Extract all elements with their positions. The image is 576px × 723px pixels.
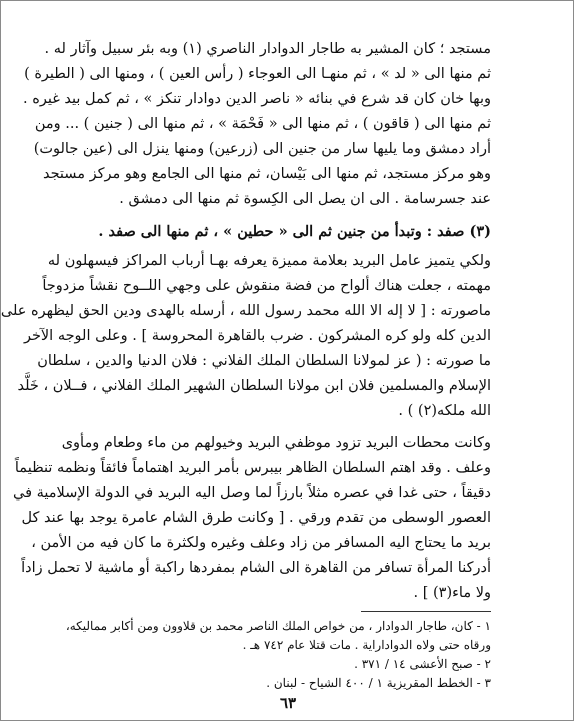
footnote: ٢ - صبح الأعشى ١٤ / ٣٧١ . [354, 657, 491, 671]
text-line: دقيقاً ، حتى غدا في عصره مثلاً بارزاً لما وصل اليه البريد في الدولة الإسلامية في [13, 485, 491, 501]
text-line: مستجد ؛ كان المشير به طاجار الدوادار الناصري (١) وبه بئر سبيل وآثار له . [44, 41, 491, 57]
text-line: ثم منها الى ( قاقون ) ، ثم منها الى « فَحْمَة » ، ثم منها الى ( جنين ) ... ومن [34, 116, 491, 132]
text-line: العصور الوسطى من تقدم ورقي . [ وكانت طرق الشام عامرة يوجد بها عند كل [21, 510, 491, 526]
text-line: ولكي يتميز عامل البريد بعلامة مميزة يعرفه بهـا أرباب المراكز فيسهلون له [47, 253, 491, 269]
footnote: ورقاه حتى ولاه الدواداراية . مات قتلا عام ٧٤٢ هـ . [242, 638, 491, 652]
footnote: ٣ - الخطط المقريزية ١ / ٤٠٠ الشياح - لبنان . [266, 676, 491, 690]
section-heading: (٣) صفد : وتبدأ من جنين ثم الى « حطين » ، ثم منها الى صفد . [98, 223, 491, 240]
text-line: الدين كله ولو كره المشركون . ضرب بالقاهرة المحروسة ] . وعلى الوجه الآخر [23, 328, 491, 344]
text-line: وكانت محطات البريد تزود موظفي البريد وخيولهم من ماء وطعام ومأوى [61, 435, 491, 451]
page-number: ٦٣ [279, 694, 297, 712]
footnote: ١ - كان، طاجار الدوادار ، من خواص الملك الناصر محمد بن قلاوون ومن أكابر مماليكه، [65, 619, 491, 633]
text-line: ولا ماء(٣) ] . [413, 585, 491, 601]
text-line: مهمته ، جعلت هناك ألواح من فضة منقوش على وجهي اللــوح نقشاً مزدوجاً [42, 278, 491, 294]
text-line: بريد ما يحتاج اليه المسافر من زاد وعلف وغيره ولكثرة ما كان فيه من الأمن ، [31, 535, 491, 551]
text-line: الله ملكه(٢) ) . [398, 403, 491, 419]
footnote-divider [361, 611, 491, 612]
text-line: وعلف . وقد اهتم السلطان الظاهر بيبرس بأمر البريد اهتماماً فائقاً ونظمه تنظيماً [14, 460, 491, 476]
text-line: أراد دمشق وما يليها سار من جنين الى (زرعين) ومنها ينزل الى (عين جالوت) [33, 141, 491, 157]
text-line: وهو مركز مستجد، ثم منها الى بَيْسان، ثم منها الى الجامع وهو مركز مستجد [42, 166, 491, 182]
text-line: الإسلام والمسلمين فلان ابن مولانا السلطان الشهير الملك الفلاني ، فــلان ، خَلَّد [17, 378, 491, 394]
text-line: ما صورته : ( عز لمولانا السلطان الملك الفلاني : فلان الدنيا والدين ، سلطان [37, 353, 491, 369]
text-line: ماصورته : [ لا إله الا الله محمد رسول الله ، أرسله بالهدى ودين الحق ليظهره على [0, 303, 491, 319]
text-line: ثم منها الى « لد » ، ثم منهـا الى العوجاء ( رأس العين ) ، ومنها الى ( الطيرة ) [24, 66, 491, 82]
text-line: أدركنا المرأة تسافر من القاهرة الى الشام بمفردها راكبة أو ماشية لا تحمل زاداً [21, 560, 491, 576]
text-line: وبها خان كان قد شرع في بنائه « ناصر الدين دوادار تنكز » ، ثم كمل بيد غيره . [23, 91, 491, 107]
text-line: عند جسرسامة . الى ان يصل الى الكِسوة ثم منها الى دمشق . [119, 191, 491, 207]
